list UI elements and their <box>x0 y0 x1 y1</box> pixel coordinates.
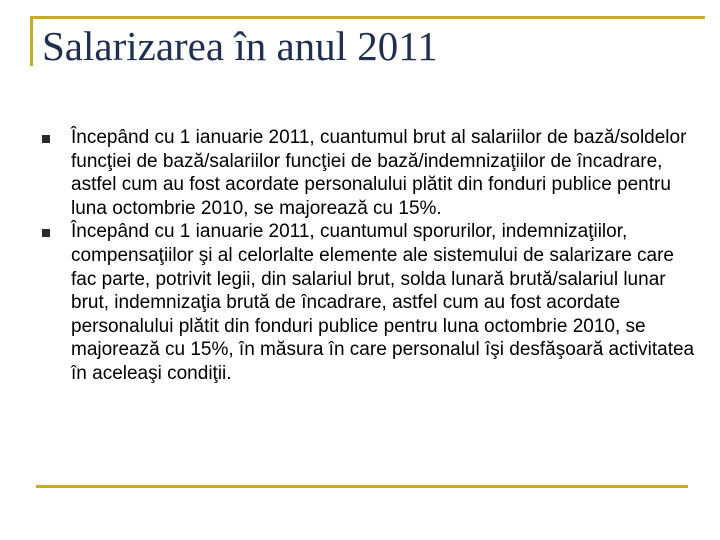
square-bullet-icon <box>42 229 50 237</box>
bullet-text: Începând cu 1 ianuarie 2011, cuantumul sporurilor, indemnizaţiilor, compensaţiilor şi al celorlalte elemente ale sistemului de salarizare care fac parte, potrivit legii, din salariul brut, solda lunară brută/salariul lunar brut, indemnizaţia brută de încadrare, astfel cum au fost acordate personalului plătit din fonduri publice pentru luna octombrie 2010, se majorează cu 15%, în măsura în care personalul îşi desfăşoară activitatea în aceleaşi condiţii. <box>71 221 695 384</box>
left-accent-tick <box>30 16 33 66</box>
slide-body <box>38 126 700 386</box>
bullet-item <box>38 126 700 220</box>
bullet-item <box>38 220 700 385</box>
bullet-text: Începând cu 1 ianuarie 2011, cuantumul brut al salariilor de bază/soldelor funcţiei de bază/salariilor funcţiei de bază/indemnizaţiilor de încadrare, astfel cum au fost acordate personalului plătit din fonduri publice pentru luna octombrie 2010, se majorează cu 15%. <box>71 127 687 219</box>
bottom-accent-rule <box>36 485 688 488</box>
top-accent-rule <box>30 16 705 19</box>
slide-title: Salarizarea în anul 2011 <box>42 23 438 69</box>
square-bullet-icon <box>42 135 50 143</box>
